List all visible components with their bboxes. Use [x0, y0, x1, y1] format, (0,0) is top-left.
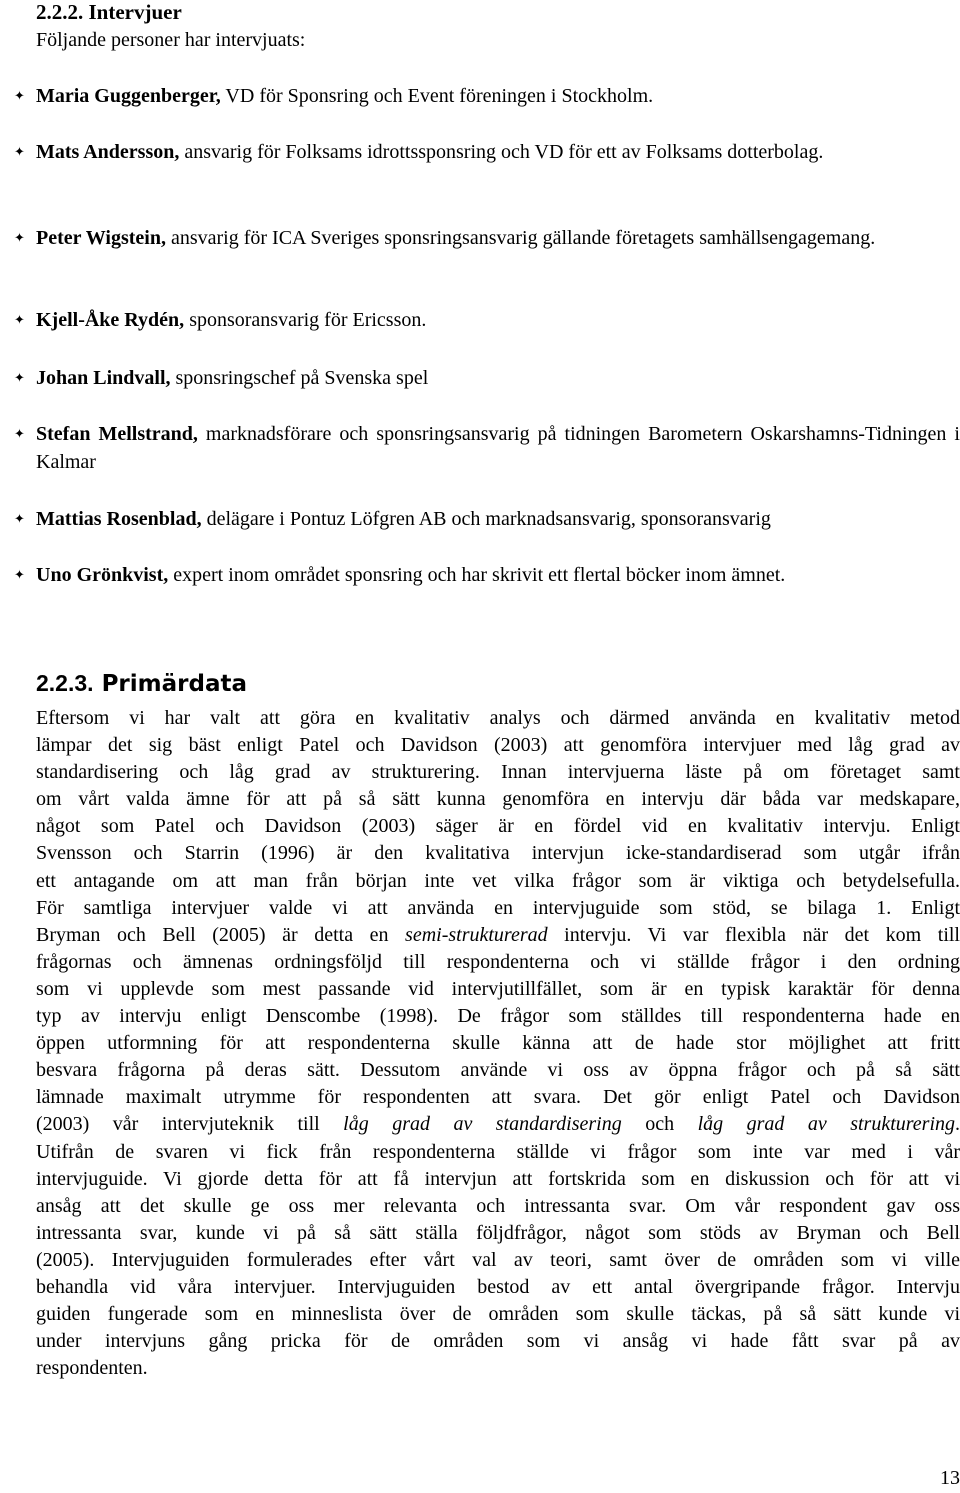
paragraph-line: lämpar det sig bäst enligt Patel och Davidson (2003) att genomföra intervjuer med låg grad av — [36, 734, 960, 757]
paragraph-line: något som Patel och Davidson (2003) säger är en fördel vid en kvalitativ intervju. Enligt — [36, 815, 960, 838]
paragraph-line: frågornas och ämnenas ordningsföljd till respondenterna och vi ställde frågor i den ordning — [36, 950, 960, 973]
paragraph-line: Eftersom vi har valt att göra en kvalitativ analys och därmed använda en kvalitativ metod — [36, 707, 960, 729]
interviewee-name: Mats Andersson, — [36, 141, 180, 163]
paragraph-line: typ av intervju enligt Denscombe (1998). De frågor som ställdes till respondenterna hade en — [36, 1005, 960, 1028]
section-heading-primardata — [36, 668, 247, 699]
bullet-star-icon: ✦ — [14, 426, 25, 441]
bullet-star-icon: ✦ — [14, 144, 25, 159]
bullet-star-icon: ✦ — [14, 312, 25, 327]
interviewee-name: Peter Wigstein, — [36, 227, 166, 249]
paragraph-line: Svensson och Starrin (1996) är den kvalitativa intervjun icke-standardiserad som utgår ifrån — [36, 842, 960, 865]
interviewee-name: Uno Grönkvist, — [36, 564, 169, 586]
paragraph-line: (2005). Intervjuguiden formulerades efter vårt val av teori, samt över de områden som vi ville — [36, 1248, 960, 1271]
bullet-star-icon: ✦ — [14, 88, 25, 103]
interviewee-name: Stefan Mellstrand, — [36, 423, 198, 445]
paragraph-line: Utifrån de svaren vi fick från respondenterna ställde vi frågor som inte var med i vår — [36, 1140, 960, 1163]
interviewee-description: expert inom området sponsring och har skrivit ett flertal böcker inom ämnet. — [168, 564, 786, 586]
interviewee-item — [36, 224, 960, 252]
interviewee-item — [36, 82, 960, 110]
interviewee-name: Maria Guggenberger, — [36, 85, 221, 107]
paragraph-line: (2003) vår intervjuteknik till låg grad av standardisering och låg grad av strukturering. — [36, 1113, 960, 1136]
paragraph-line: intressanta svar, kunde vi på så sätt ställa följdfrågor, något som stöds av Bryman och Bell — [36, 1221, 960, 1244]
heading-title: Primärdata — [101, 671, 247, 697]
bullet-star-icon: ✦ — [14, 567, 25, 582]
interviewee-item — [36, 505, 960, 533]
interviewee-item — [36, 138, 960, 166]
paragraph-line: som vi upplevde som mest passande vid intervjutillfället, som är en typisk karaktär för denna — [36, 977, 960, 1000]
bullet-star-icon: ✦ — [14, 230, 25, 245]
paragraph-line: guiden fungerade som en minneslista över de områden som skulle täckas, på så sätt kunde vi — [36, 1303, 960, 1326]
interviewee-description: ansvarig för Folksams idrottssponsring och VD för ett av Folksams dotterbolag. — [179, 141, 824, 163]
paragraph-line: besvara frågorna på deras sätt. Dessutom använde vi oss av öppna frågor och på så sätt — [36, 1059, 960, 1082]
bullet-star-icon: ✦ — [14, 511, 25, 526]
interviewee-description: marknadsförare och sponsringsansvarig på tidningen Barometern Oskarshamns-Tidningen i Kalmar — [36, 423, 960, 473]
interviewee-description: VD för Sponsring och Event föreningen i Stockholm. — [220, 85, 654, 107]
interviewee-item — [36, 364, 960, 392]
bullet-star-icon: ✦ — [14, 370, 25, 385]
paragraph-line: respondenten. — [36, 1357, 148, 1380]
interviewee-description: ansvarig för ICA Sveriges sponsringsansvarig gällande företagets samhällsengagemang. — [165, 227, 876, 249]
interviewee-description: delägare i Pontuz Löfgren AB och marknadsansvarig, sponsoransvarig — [201, 508, 771, 530]
heading-number: 2.2.3. — [36, 670, 94, 696]
paragraph-line: öppen utformning för att respondenterna skulle känna att de hade stor möjlighet att fritt — [36, 1032, 960, 1055]
paragraph-line: lämnade maximalt utrymme för respondenten att svara. Det gör enligt Patel och Davidson — [36, 1086, 960, 1109]
paragraph-line: ansåg att det skulle ge oss mer relevanta och intressanta svar. Om vår respondent gav oss — [36, 1194, 960, 1217]
interviewee-description: sponsringschef på Svenska spel — [170, 367, 429, 389]
paragraph-line: För samtliga intervjuer valde vi att använda en intervjuguide som stöd, se bilaga 1. Enligt — [36, 896, 960, 919]
paragraph-line: om vårt valda ämne för att på så sätt kunna genomföra en intervju där båda var medskapare, — [36, 788, 960, 811]
interviewee-item — [36, 420, 960, 476]
paragraph-line: Bryman och Bell (2005) är detta en semi-strukturerad intervju. Vi var flexibla när det kom till — [36, 923, 960, 946]
interviewee-name: Johan Lindvall, — [36, 367, 171, 389]
intro-text: Följande personer har intervjuats: — [36, 29, 306, 51]
interviewee-name: Mattias Rosenblad, — [36, 508, 202, 530]
interviewee-description: sponsoransvarig för Ericsson. — [184, 309, 427, 331]
paragraph-line: standardisering och låg grad av strukturering. Innan intervjuerna läste på om företaget samt — [36, 761, 960, 784]
interviewee-item — [36, 561, 960, 589]
paragraph-line: under intervjuns gång pricka för de områden som vi ansåg vi hade fått svar på av — [36, 1330, 960, 1353]
paragraph-line: behandla vid våra intervjuer. Intervjuguiden bestod av ett antal övergripande frågor. Intervju — [36, 1275, 960, 1298]
section-heading-intervjuer: 2.2.2. Intervjuer — [36, 0, 182, 24]
paragraph-line: ett antagande om att man från början inte vet vilka frågor som är viktiga och betydelsefulla. — [36, 869, 960, 892]
paragraph-line: intervjuguide. Vi gjorde detta för att få intervjun att fortskrida som en diskussion och för att vi — [36, 1167, 960, 1190]
interviewee-item — [36, 306, 960, 334]
interviewee-name: Kjell-Åke Rydén, — [36, 309, 185, 331]
primardata-paragraph — [36, 705, 960, 1382]
page-number: 13 — [940, 1467, 960, 1489]
